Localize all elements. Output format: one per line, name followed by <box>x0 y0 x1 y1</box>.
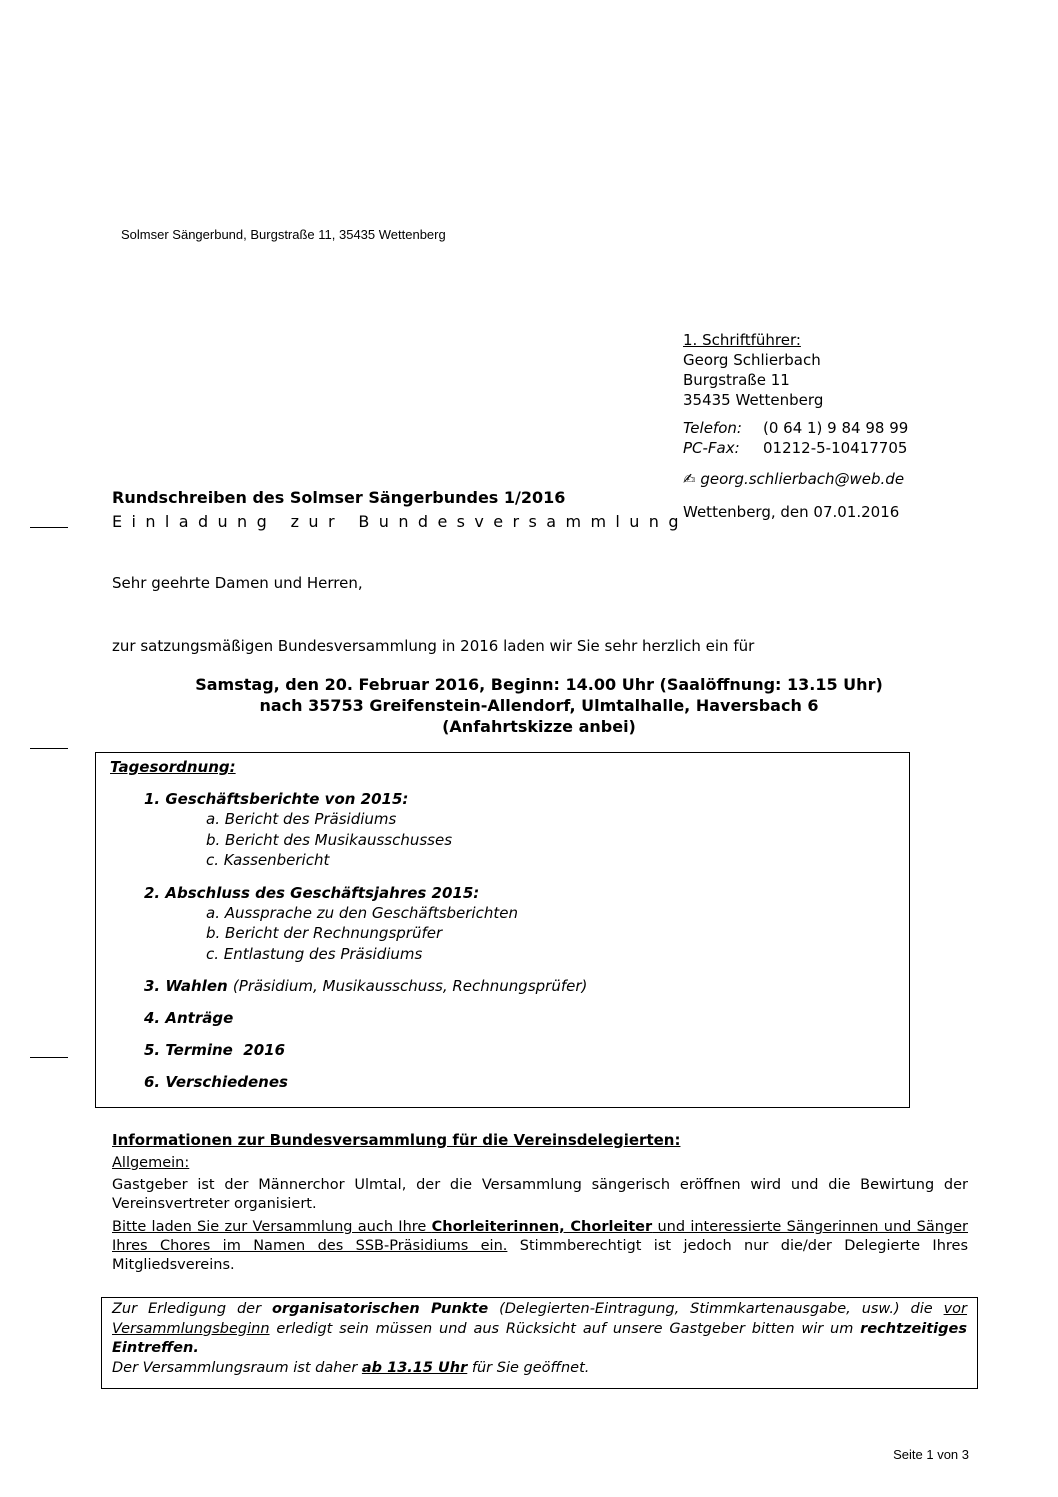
agenda-item <box>144 976 899 996</box>
contact-block <box>683 330 908 458</box>
email-address[interactable]: georg.schlierbach@web.de <box>700 470 905 488</box>
agenda-item-label: 1. Geschäftsberichte von 2015: <box>144 790 409 808</box>
agenda-subitem: c. Entlastung des Präsidiums <box>206 944 423 963</box>
phone-number: (0 64 1) 9 84 98 99 <box>763 419 909 437</box>
agenda-subitem: a. Aussprache zu den Geschäftsberichten <box>206 903 518 922</box>
invite-text-b: Chorleiterinnen, Chorleiter <box>431 1219 653 1235</box>
agenda-box <box>95 752 910 1108</box>
agenda-item-label: 4. Anträge <box>144 1009 234 1027</box>
agenda-item <box>144 1072 899 1092</box>
contact-heading: 1. Schriftführer: <box>683 331 801 349</box>
agenda-item <box>144 1008 899 1028</box>
note-paragraph-1: Zur Erledigung der organisatorischen Punkte (Delegierten-Eintragung, Stimmkartenausgabe, usw.) die vor Versammlungsbeginn erledigt sein müssen und aus Rücksicht auf unsere Gastgeber bitten wir um rechtzeitiges Eintreffen. <box>112 1301 968 1356</box>
event-date-line: Samstag, den 20. Februar 2016, Beginn: 14.00 Uhr (Saalöffnung: 13.15 Uhr) <box>195 675 883 694</box>
invite-text-d: Stimmberechtigt ist jedoch nur die/der Delegierte Ihres Mitgliedsvereins. <box>112 1238 968 1273</box>
agenda-subitem: b. Bericht des Musikausschusses <box>206 830 453 849</box>
invite-text-a: Bitte laden Sie zur Versammlung auch Ihre <box>112 1219 432 1235</box>
info-paragraph-host: Gastgeber ist der Männerchor Ulmtal, der die Versammlung sängerisch eröffnen wird und die Bewirtung der Vereinsvertreter organisiert. <box>112 1177 968 1212</box>
contact-name: Georg Schlierbach <box>683 351 821 369</box>
contact-phone-row <box>683 418 908 438</box>
contact-street: Burgstraße 11 <box>683 371 790 389</box>
agenda-item-label: 3. Wahlen <box>144 977 228 995</box>
contact-email-row <box>683 470 904 488</box>
fold-mark <box>30 527 68 528</box>
agenda-list <box>144 789 899 1104</box>
event-location-line: nach 35753 Greifenstein-Allendorf, Ulmtalhalle, Haversbach 6 <box>259 696 819 715</box>
fold-mark <box>30 1057 68 1058</box>
page-number: Seite 1 von 3 <box>893 1447 969 1462</box>
sender-line: Solmser Sängerbund, Burgstraße 11, 35435 Wettenberg <box>121 227 446 242</box>
fax-number: 01212-5-10417705 <box>763 439 908 457</box>
agenda-item <box>144 883 899 965</box>
letter-title: Rundschreiben des Solmser Sängerbundes 1/2016 <box>112 488 566 507</box>
agenda-item <box>144 1040 899 1060</box>
intro-text: zur satzungsmäßigen Bundesversammlung in 2016 laden wir Sie sehr herzlich ein für <box>112 637 755 655</box>
phone-label: Telefon: <box>683 419 742 437</box>
info-paragraph-invite <box>112 1218 968 1275</box>
agenda-item-label: 5. Termine 2016 <box>144 1041 286 1059</box>
letter-subtitle: Einladung zur Bundesversammlung <box>112 512 688 531</box>
agenda-item <box>144 789 899 871</box>
note-paragraph-2: Der Versammlungsraum ist daher ab 13.15 Uhr für Sie geöffnet. <box>112 1359 590 1376</box>
agenda-subitem: c. Kassenbericht <box>206 851 330 869</box>
salutation: Sehr geehrte Damen und Herren, <box>112 574 363 592</box>
fax-label: PC-Fax: <box>683 439 740 457</box>
event-details <box>112 674 966 737</box>
contact-fax-row <box>683 438 908 458</box>
contact-city: 35435 Wettenberg <box>683 391 824 409</box>
agenda-item-label: 6. Verschiedenes <box>144 1073 288 1091</box>
agenda-item-extra: (Präsidium, Musikausschuss, Rechnungsprüfer) <box>232 977 588 995</box>
agenda-subitem: a. Bericht des Präsidiums <box>206 810 397 828</box>
event-map-note: (Anfahrtskizze anbei) <box>442 717 636 736</box>
agenda-item-label: 2. Abschluss des Geschäftsjahres 2015: <box>144 883 480 902</box>
punch-mark <box>30 748 68 749</box>
letter-date: Wettenberg, den 07.01.2016 <box>683 503 900 521</box>
email-icon: ✍ <box>683 470 696 488</box>
invite-text-c: und interessierte Sängerinnen und Sänger Ihres Chores im Namen des SSB-Präsidiums ein. <box>112 1219 969 1254</box>
info-title: Informationen zur Bundesversammlung für die Vereinsdelegierten: <box>112 1131 681 1149</box>
organisational-note-box <box>101 1297 978 1389</box>
agenda-title: Tagesordnung: <box>110 758 236 776</box>
delegate-info-section <box>112 1131 968 1279</box>
agenda-subitem: b. Bericht der Rechnungsprüfer <box>206 924 443 942</box>
info-subheading: Allgemein: <box>112 1155 190 1171</box>
